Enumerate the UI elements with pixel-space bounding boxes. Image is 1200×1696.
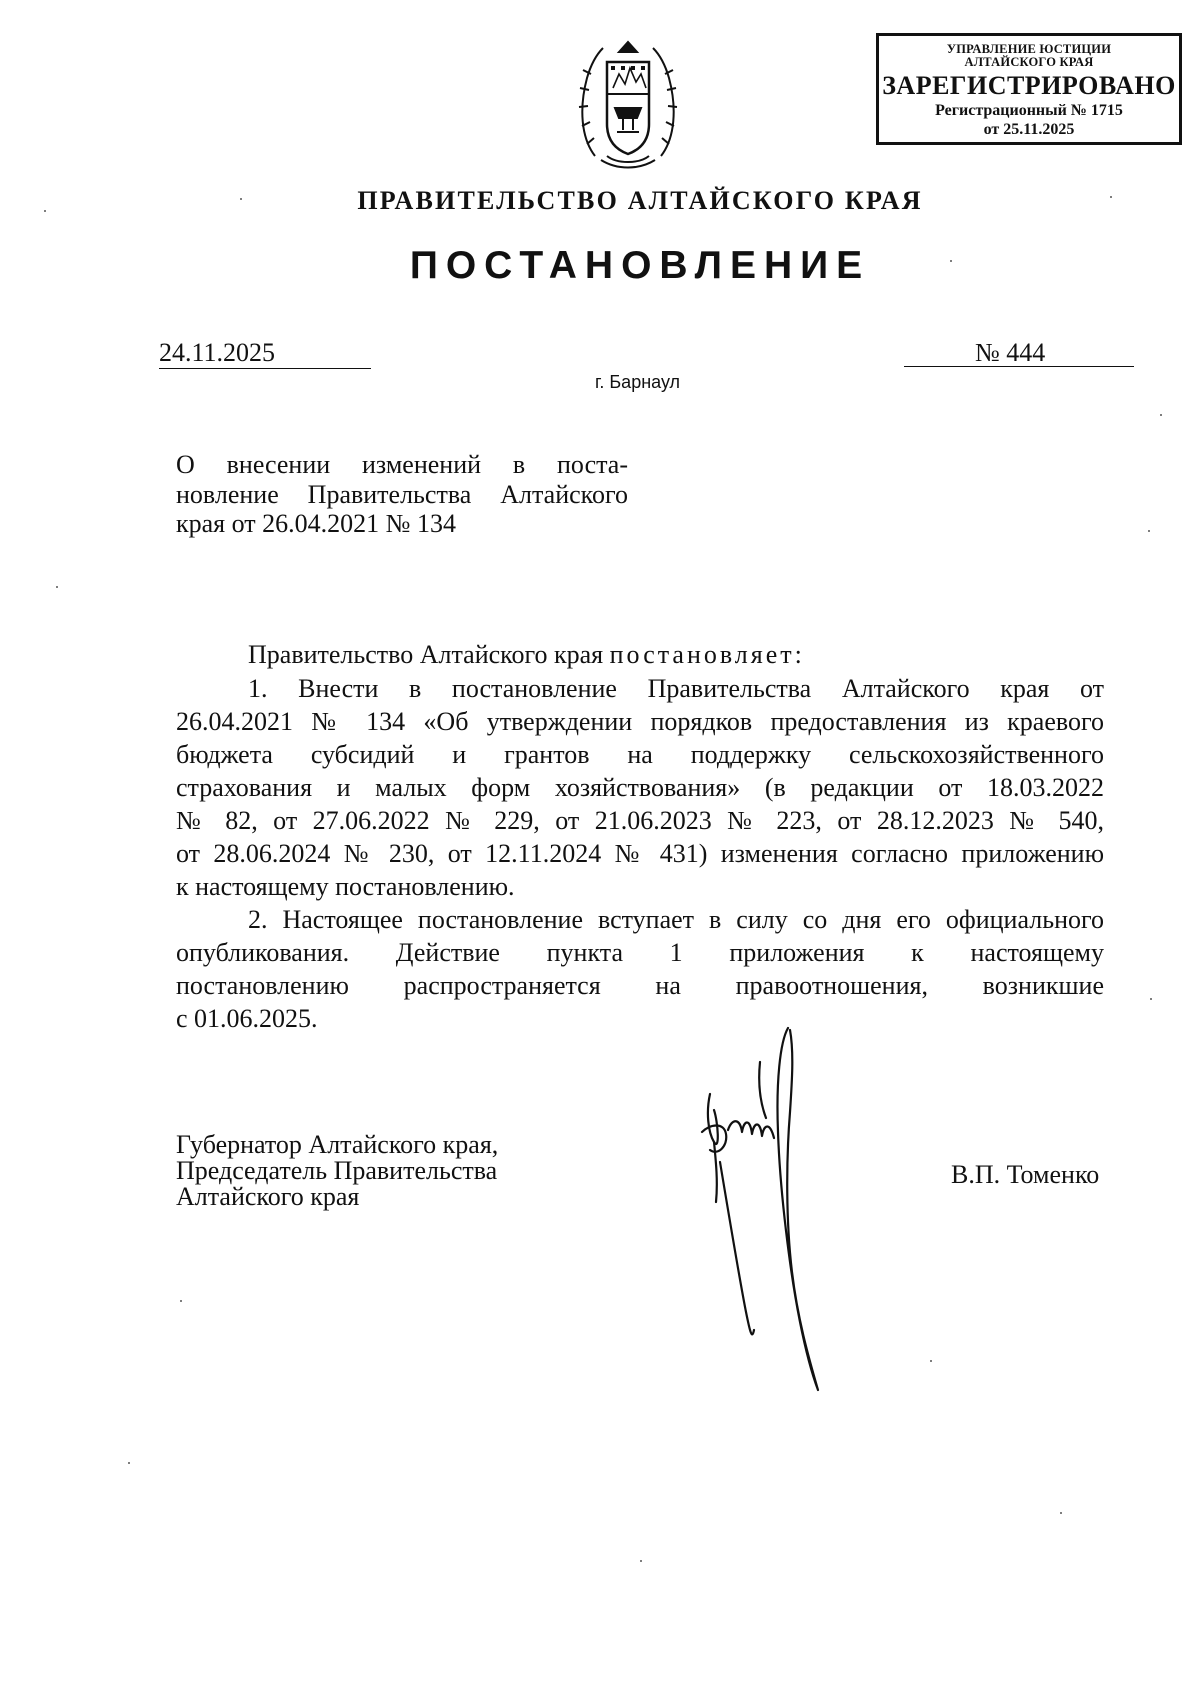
number-underline: [904, 366, 1134, 367]
scan-speck: [180, 1300, 182, 1302]
paragraph-line: к настоящему постановлению.: [176, 872, 515, 901]
scan-speck: [44, 210, 46, 212]
document-subject: [176, 450, 628, 539]
scan-speck: [56, 586, 58, 588]
government-title: ПРАВИТЕЛЬСТВО АЛТАЙСКОГО КРАЯ: [357, 186, 923, 215]
scan-speck: [930, 1360, 932, 1362]
document-number: № 444: [975, 338, 1046, 367]
position-line: Губернатор Алтайского края,: [176, 1130, 499, 1159]
paragraph-line: 2. Настоящее постановление вступает в силу со дня его официального: [248, 905, 1104, 934]
signer-name: В.П. Томенко: [951, 1160, 1100, 1189]
paragraph-line: 26.04.2021 № 134 «Об утверждении порядков предоставления из краевого: [176, 707, 1104, 736]
scan-speck: [640, 1560, 642, 1562]
scan-speck: [1148, 530, 1150, 532]
stamp-org-line2: АЛТАЙСКОГО КРАЯ: [964, 55, 1094, 69]
document-date: 24.11.2025: [159, 338, 276, 367]
date-underline: [159, 368, 371, 369]
paragraph-line: бюджета субсидий и грантов на поддержку сельскохозяйственного: [176, 740, 1104, 769]
paragraph-1: [176, 672, 1104, 903]
paragraph-line: от 28.06.2024 № 230, от 12.11.2024 № 431) изменения согласно приложению: [176, 839, 1104, 868]
preamble-verb: постановляет:: [609, 640, 805, 669]
stamp-title: ЗАРЕГИСТРИРОВАНО: [882, 71, 1176, 100]
registration-stamp: [876, 33, 1182, 145]
paragraph-line: № 82, от 27.06.2022 № 229, от 21.06.2023 № 223, от 28.12.2023 № 540,: [176, 806, 1104, 835]
scan-speck: [128, 1462, 130, 1464]
preamble-text: Правительство Алтайского края: [248, 640, 610, 669]
stamp-reg-date: от 25.11.2025: [983, 121, 1075, 138]
scan-speck: [1110, 196, 1112, 198]
paragraph-2: [176, 903, 1104, 1035]
paragraph-line: постановлению распространяется на правоотношения, возникшие: [176, 971, 1104, 1000]
paragraph-line: с 01.06.2025.: [176, 1004, 318, 1033]
document-city: г. Барнаул: [595, 372, 681, 392]
scan-speck: [240, 198, 242, 200]
stamp-reg-number: Регистрационный № 1715: [935, 102, 1123, 119]
position-line: Председатель Правительства: [176, 1156, 498, 1185]
signatory-position: [176, 1132, 498, 1210]
scan-speck: [1160, 414, 1162, 416]
preamble: [248, 638, 805, 671]
subject-line: новление Правительства Алтайского: [176, 479, 628, 509]
paragraph-line: 1. Внести в постановление Правительства Алтайского края от: [248, 674, 1104, 703]
coat-of-arms-emblem: [577, 38, 679, 170]
stamp-org-line1: УПРАВЛЕНИЕ ЮСТИЦИИ: [946, 42, 1112, 56]
subject-line: О внесении изменений в поста-: [176, 450, 628, 479]
subject-line: края от 26.04.2021 № 134: [176, 509, 456, 538]
position-line: Алтайского края: [176, 1182, 360, 1211]
paragraph-line: опубликования. Действие пункта 1 приложения к настоящему: [176, 938, 1104, 967]
scan-speck: [950, 260, 952, 262]
handwritten-signature: [700, 1022, 850, 1402]
scan-speck: [1150, 998, 1152, 1000]
scan-speck: [1060, 1512, 1062, 1514]
paragraph-line: страхования и малых форм хозяйствования» (в редакции от 18.03.2022: [176, 773, 1104, 802]
document-type-heading: ПОСТАНОВЛЕНИЕ: [409, 244, 871, 287]
